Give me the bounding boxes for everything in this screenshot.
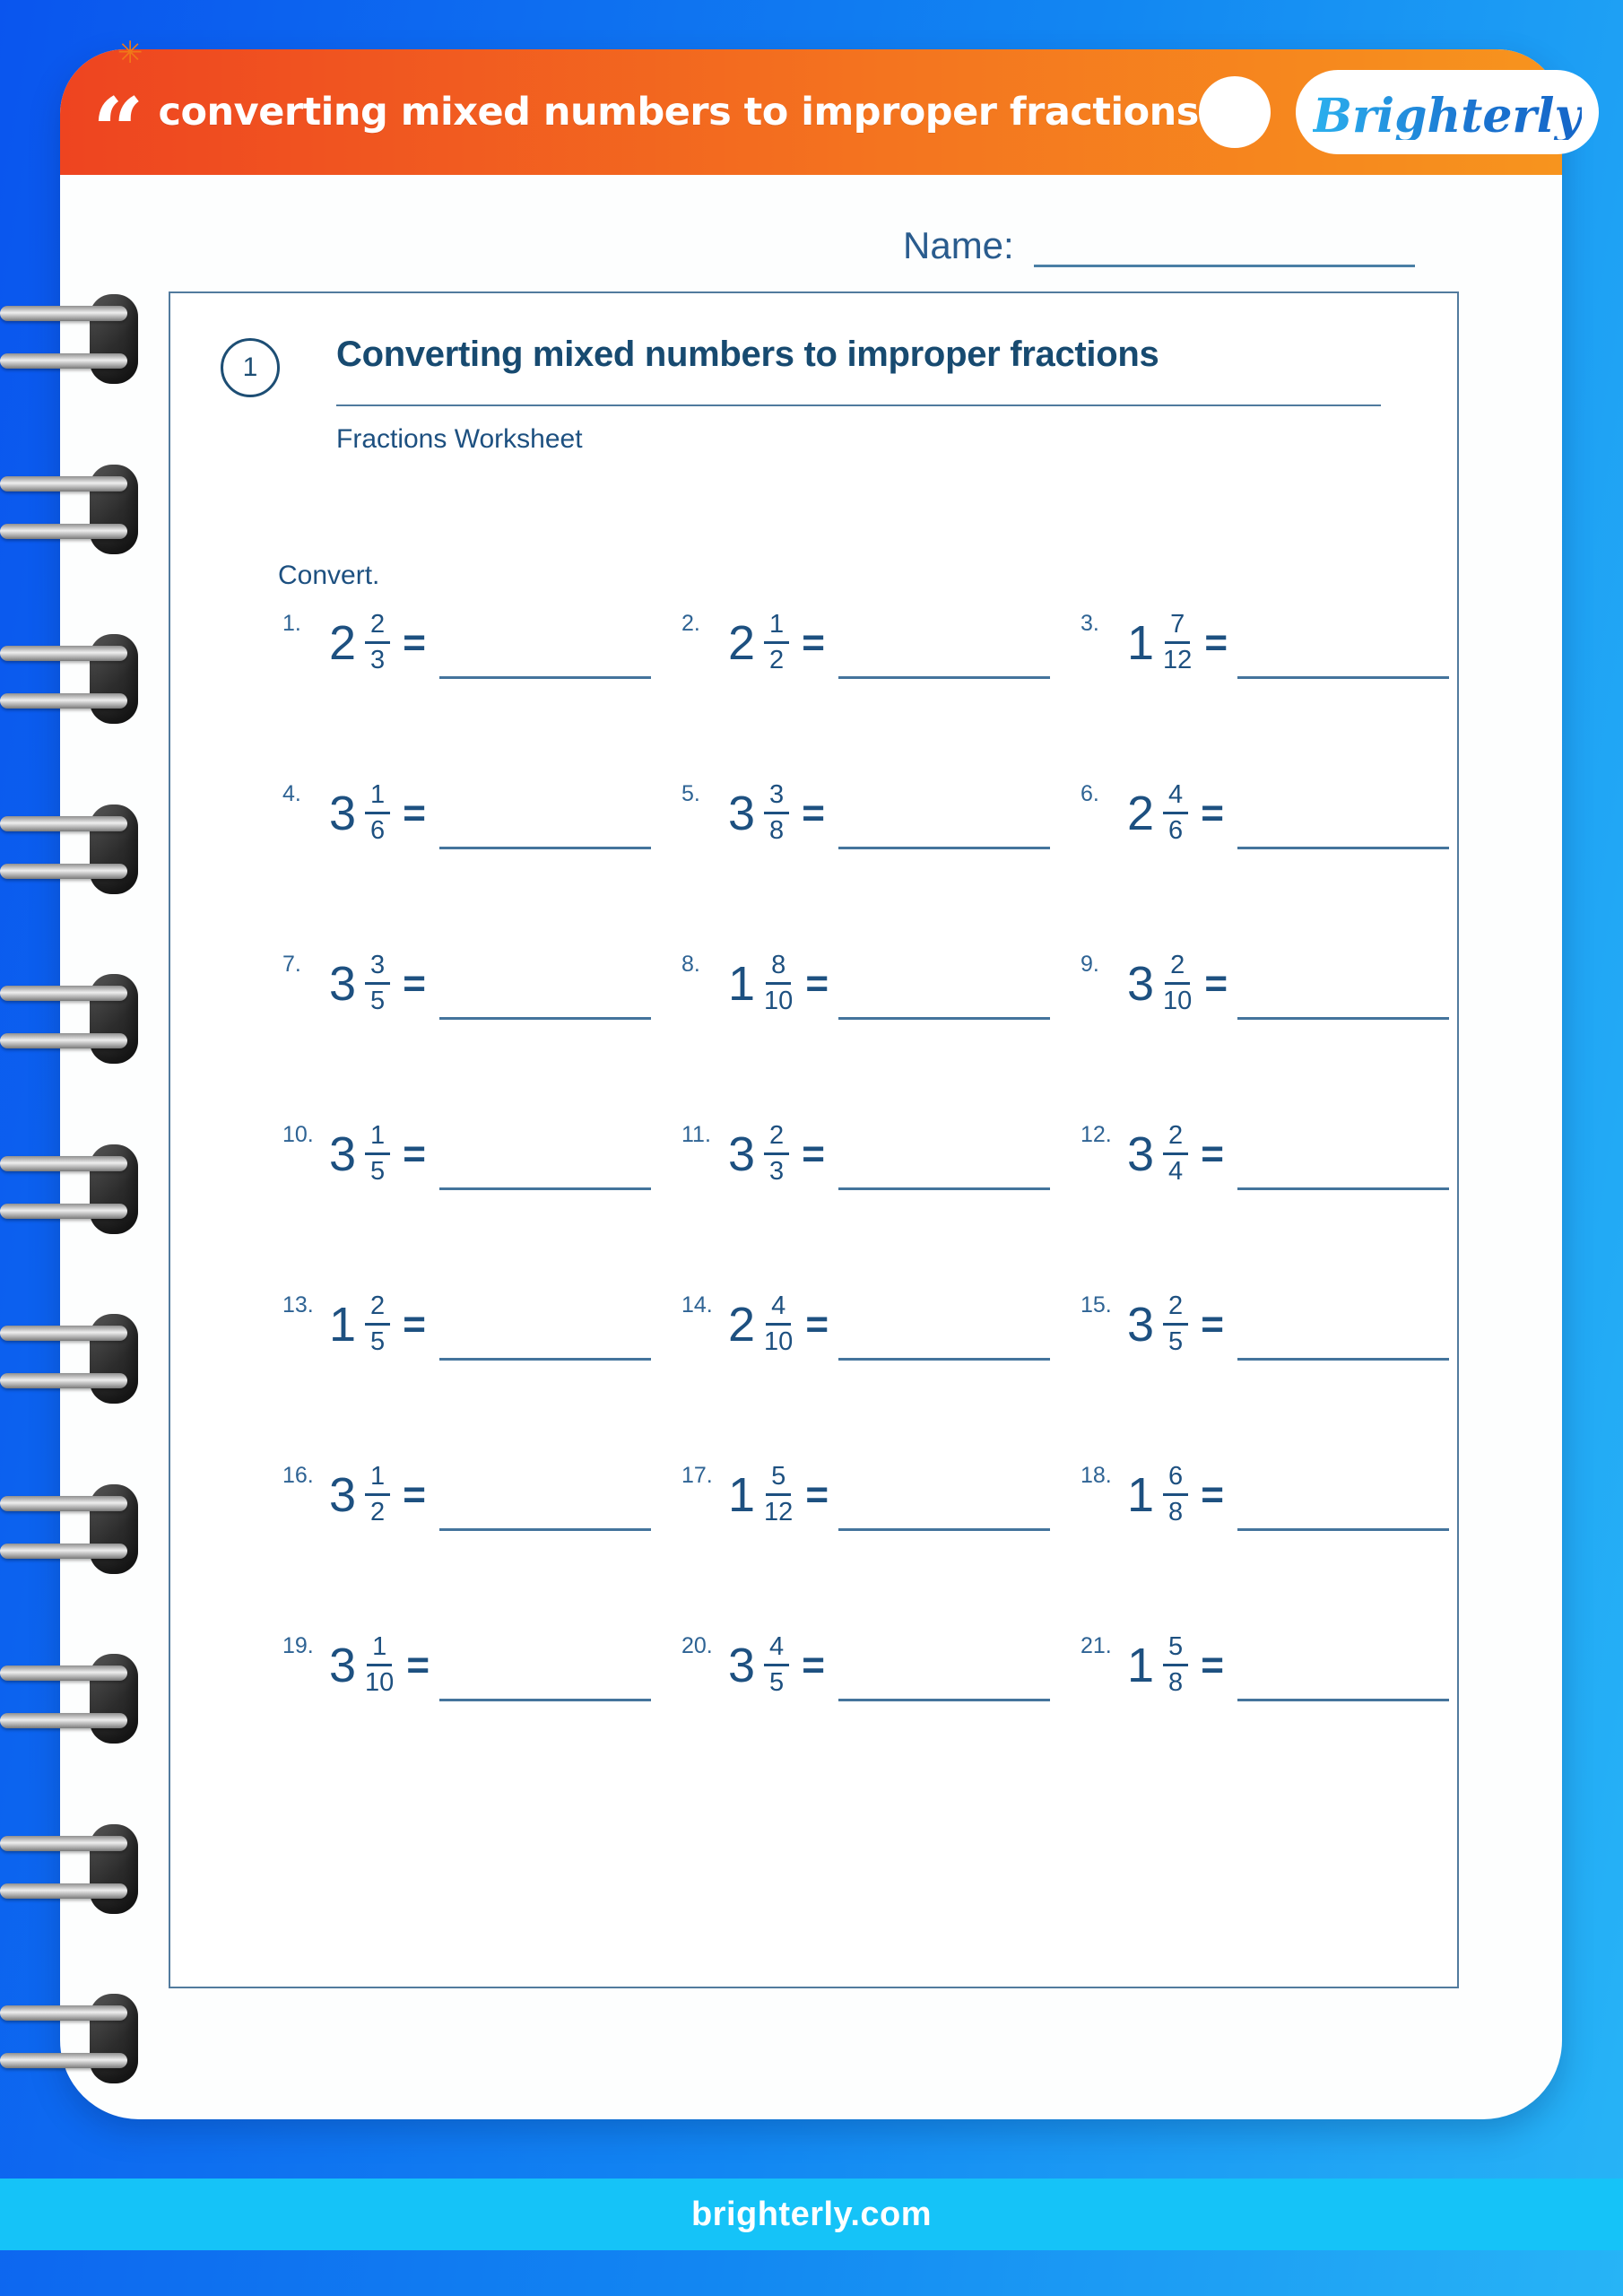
equals-sign: = [1201, 790, 1224, 835]
fraction-denominator: 5 [370, 1157, 386, 1187]
mixed-number-expression [728, 1633, 825, 1698]
whole-number: 3 [329, 1638, 357, 1692]
fraction [764, 1122, 789, 1187]
mixed-number-expression [1127, 781, 1224, 846]
equals-sign: = [406, 1642, 430, 1687]
whole-number: 1 [1127, 1467, 1155, 1522]
problem-item [1072, 1631, 1471, 1802]
fraction-numerator: 2 [365, 1292, 390, 1326]
whole-number: 3 [1127, 1126, 1155, 1181]
problem-item [273, 1291, 673, 1461]
fraction-denominator: 6 [1168, 816, 1184, 846]
answer-blank[interactable] [439, 1676, 651, 1701]
answer-blank[interactable] [1237, 654, 1449, 679]
answer-blank[interactable] [838, 824, 1050, 849]
equals-sign: = [1201, 1131, 1224, 1176]
whole-number: 3 [728, 1638, 756, 1692]
instruction-label: Convert. [278, 561, 380, 590]
name-field [903, 224, 1415, 267]
answer-blank[interactable] [838, 1506, 1050, 1531]
whole-number: 3 [329, 956, 357, 1011]
fraction-numerator: 1 [365, 781, 390, 814]
mixed-number-expression [1127, 952, 1228, 1016]
problem-item [273, 779, 673, 950]
fraction [1163, 952, 1192, 1016]
fraction-numerator: 4 [1163, 781, 1188, 814]
fraction-denominator: 5 [370, 987, 386, 1016]
problem-number: 17. [681, 1463, 713, 1488]
problem-item [273, 1631, 673, 1802]
mixed-number-expression [728, 1463, 829, 1527]
fraction-numerator: 1 [365, 1463, 390, 1496]
whole-number: 3 [329, 786, 357, 840]
fraction [764, 952, 793, 1016]
footer-bar [0, 2179, 1623, 2250]
problem-item [273, 1461, 673, 1631]
answer-blank[interactable] [1237, 1165, 1449, 1190]
fraction-denominator: 5 [370, 1327, 386, 1357]
fraction-numerator: 3 [365, 952, 390, 985]
fraction-denominator: 12 [764, 1498, 794, 1527]
mixed-number-expression [329, 1463, 426, 1527]
title-divider [336, 404, 1381, 406]
fraction [1163, 611, 1192, 675]
mixed-number-expression [329, 1633, 430, 1698]
problem-number: 7. [282, 952, 301, 977]
fraction-denominator: 8 [1168, 1668, 1184, 1698]
whole-number: 1 [728, 956, 756, 1011]
problem-number: 9. [1081, 952, 1099, 977]
fraction-numerator: 2 [1165, 952, 1190, 985]
mixed-number-expression [728, 1292, 829, 1357]
problem-item [673, 1461, 1072, 1631]
fraction-numerator: 4 [764, 1633, 789, 1666]
whole-number: 2 [1127, 786, 1155, 840]
whole-number: 3 [728, 1126, 756, 1181]
problem-number: 1. [282, 611, 301, 636]
fraction [764, 611, 789, 675]
fraction [365, 1633, 394, 1698]
fraction [365, 781, 390, 846]
worksheet-title: Converting mixed numbers to improper fractions [336, 335, 1159, 374]
fraction-numerator: 5 [766, 1463, 791, 1496]
fraction-numerator: 2 [764, 1122, 789, 1155]
fraction-numerator: 6 [1163, 1463, 1188, 1496]
problem-number: 8. [681, 952, 700, 977]
problem-item [273, 950, 673, 1120]
answer-blank[interactable] [838, 1335, 1050, 1361]
problem-item [673, 1291, 1072, 1461]
problem-item [673, 1120, 1072, 1291]
fraction-denominator: 3 [370, 646, 386, 675]
problem-number: 15. [1081, 1292, 1112, 1318]
answer-blank[interactable] [439, 995, 651, 1020]
problem-number: 3. [1081, 611, 1099, 636]
fraction-denominator: 10 [764, 1327, 794, 1357]
fraction-denominator: 2 [769, 646, 785, 675]
problem-item [673, 609, 1072, 779]
equals-sign: = [802, 790, 825, 835]
whole-number: 3 [329, 1467, 357, 1522]
fraction [1163, 1292, 1188, 1357]
page-header [60, 35, 1582, 184]
equals-sign: = [1201, 1642, 1224, 1687]
fraction [764, 781, 789, 846]
mixed-number-expression [329, 1292, 426, 1357]
whole-number: 1 [1127, 615, 1155, 670]
equals-sign: = [805, 1472, 829, 1517]
name-label: Name: [903, 224, 1014, 266]
whole-number: 1 [728, 1467, 756, 1522]
problem-item [1072, 1461, 1471, 1631]
problem-number: 10. [282, 1122, 314, 1147]
fraction-denominator: 10 [764, 987, 794, 1016]
worksheet-subtitle: Fractions Worksheet [336, 424, 583, 454]
mixed-number-expression [329, 952, 426, 1016]
answer-blank[interactable] [439, 654, 651, 679]
problem-item [1072, 779, 1471, 950]
equals-sign: = [805, 1301, 829, 1346]
problem-item [1072, 950, 1471, 1120]
fraction-numerator: 2 [1163, 1292, 1188, 1326]
fraction [365, 1292, 390, 1357]
answer-blank[interactable] [439, 824, 651, 849]
fraction-numerator: 8 [766, 952, 791, 985]
equals-sign: = [403, 1301, 426, 1346]
problem-item [673, 1631, 1072, 1802]
fraction-numerator: 1 [367, 1633, 392, 1666]
problem-number: 21. [1081, 1633, 1112, 1658]
whole-number: 3 [1127, 1297, 1155, 1352]
whole-number: 2 [329, 615, 357, 670]
equals-sign: = [1201, 1301, 1224, 1346]
answer-blank[interactable] [439, 1335, 651, 1361]
name-blank[interactable] [1034, 226, 1415, 267]
equals-sign: = [1201, 1472, 1224, 1517]
fraction-denominator: 10 [1163, 987, 1193, 1016]
mixed-number-expression [1127, 1122, 1224, 1187]
mixed-number-expression [728, 952, 829, 1016]
problems-grid [273, 609, 1471, 1802]
fraction [764, 1463, 793, 1527]
equals-sign: = [1204, 961, 1228, 1005]
equals-sign: = [403, 790, 426, 835]
problem-number: 11. [681, 1122, 711, 1147]
equals-sign: = [802, 1642, 825, 1687]
problem-number: 13. [282, 1292, 314, 1318]
brighterly-logo-text: Brighterly [1313, 84, 1582, 140]
problem-number: 12. [1081, 1122, 1112, 1147]
equals-sign: = [805, 961, 829, 1005]
problem-number: 6. [1081, 781, 1099, 806]
fraction-denominator: 5 [1168, 1327, 1184, 1357]
answer-blank[interactable] [439, 1506, 651, 1531]
answer-blank[interactable] [1237, 1676, 1449, 1701]
whole-number: 3 [329, 1126, 357, 1181]
fraction [764, 1633, 789, 1698]
answer-blank[interactable] [838, 1165, 1050, 1190]
problem-item [273, 609, 673, 779]
mixed-number-expression [728, 611, 825, 675]
answer-blank[interactable] [1237, 1506, 1449, 1531]
whole-number: 3 [728, 786, 756, 840]
worksheet-number-badge: 1 [221, 338, 280, 397]
problem-item [1072, 1291, 1471, 1461]
fraction-numerator: 5 [1163, 1633, 1188, 1666]
fraction-denominator: 10 [365, 1668, 395, 1698]
equals-sign: = [1204, 620, 1228, 665]
fraction [1163, 1122, 1188, 1187]
problem-number: 20. [681, 1633, 713, 1658]
fraction-numerator: 2 [1163, 1122, 1188, 1155]
fraction-numerator: 4 [766, 1292, 791, 1326]
problem-number: 2. [681, 611, 700, 636]
problem-item [273, 1120, 673, 1291]
mixed-number-expression [728, 781, 825, 846]
mixed-number-expression [1127, 1463, 1224, 1527]
fraction [365, 1463, 390, 1527]
worksheet-page [60, 35, 1582, 2119]
answer-blank[interactable] [1237, 824, 1449, 849]
sun-rays-icon: ✳ [117, 35, 143, 71]
header-title: converting mixed numbers to improper fractions [158, 90, 1199, 135]
fraction-denominator: 6 [370, 816, 386, 846]
problem-item [673, 950, 1072, 1120]
fraction-numerator: 7 [1165, 611, 1190, 644]
equals-sign: = [403, 961, 426, 1005]
fraction-numerator: 1 [365, 1122, 390, 1155]
whole-number: 2 [728, 615, 756, 670]
fraction [764, 1292, 793, 1357]
fraction-numerator: 3 [764, 781, 789, 814]
mixed-number-expression [1127, 611, 1228, 675]
mixed-number-expression [1127, 1292, 1224, 1357]
problem-item [1072, 609, 1471, 779]
problem-number: 16. [282, 1463, 314, 1488]
equals-sign: = [403, 620, 426, 665]
answer-blank[interactable] [439, 1165, 651, 1190]
answer-blank[interactable] [1237, 1335, 1449, 1361]
whole-number: 1 [329, 1297, 357, 1352]
fraction-denominator: 5 [769, 1668, 785, 1698]
problem-number: 14. [681, 1292, 713, 1318]
fraction-denominator: 8 [1168, 1498, 1184, 1527]
mixed-number-expression [329, 611, 426, 675]
fraction-denominator: 4 [1168, 1157, 1184, 1187]
fraction [1163, 1633, 1188, 1698]
fraction [1163, 781, 1188, 846]
mixed-number-expression [728, 1122, 825, 1187]
mixed-number-expression [329, 1122, 426, 1187]
fraction [365, 1122, 390, 1187]
problem-number: 5. [681, 781, 700, 806]
equals-sign: = [403, 1472, 426, 1517]
equals-sign: = [802, 620, 825, 665]
problem-item [1072, 1120, 1471, 1291]
whole-number: 2 [728, 1297, 756, 1352]
problem-number: 18. [1081, 1463, 1112, 1488]
quote-icon: “ [92, 78, 144, 184]
answer-blank[interactable] [838, 995, 1050, 1020]
mixed-number-expression [329, 781, 426, 846]
footer-site-link[interactable]: brighterly.com [690, 2195, 933, 2233]
equals-sign: = [403, 1131, 426, 1176]
fraction-denominator: 2 [370, 1498, 386, 1527]
fraction-numerator: 2 [365, 611, 390, 644]
answer-blank[interactable] [1237, 995, 1449, 1020]
header-circle-decoration [1199, 76, 1271, 148]
problem-number: 19. [282, 1633, 314, 1658]
whole-number: 1 [1127, 1638, 1155, 1692]
fraction-denominator: 12 [1163, 646, 1193, 675]
fraction [1163, 1463, 1188, 1527]
equals-sign: = [802, 1131, 825, 1176]
fraction-denominator: 3 [769, 1157, 785, 1187]
problem-number: 4. [282, 781, 301, 806]
fraction [365, 952, 390, 1016]
whole-number: 3 [1127, 956, 1155, 1011]
problem-item [673, 779, 1072, 950]
answer-blank[interactable] [838, 654, 1050, 679]
fraction-numerator: 1 [764, 611, 789, 644]
fraction-denominator: 8 [769, 816, 785, 846]
worksheet-box [169, 291, 1459, 1988]
mixed-number-expression [1127, 1633, 1224, 1698]
fraction [365, 611, 390, 675]
answer-blank[interactable] [838, 1676, 1050, 1701]
